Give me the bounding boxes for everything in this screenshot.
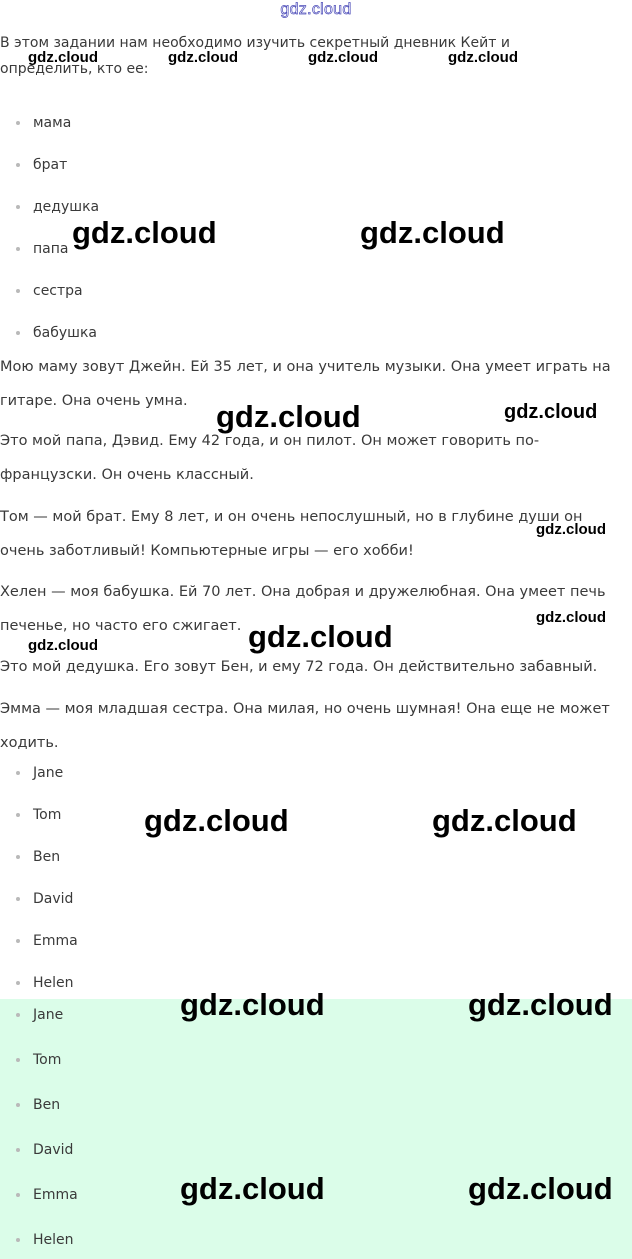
list-item: David: [0, 891, 73, 907]
watermark: gdz.cloud: [308, 49, 378, 66]
watermark: gdz.cloud: [448, 49, 518, 66]
diary-paragraph: Это мой дедушка. Его зовут Бен, и ему 72 года. Он действительно забавный.: [0, 659, 598, 675]
list-item: Tom: [0, 807, 61, 823]
diary-paragraph: Эмма — моя младшая сестра. Она милая, но очень шумная! Она еще не может ходить.: [0, 701, 610, 751]
watermark: gdz.cloud: [504, 401, 598, 423]
list-item: Emma: [0, 1187, 78, 1203]
list-item: Emma: [0, 933, 78, 949]
watermark: gdz.cloud: [536, 609, 606, 626]
watermark: gdz.cloud: [168, 49, 238, 66]
list-item: Ben: [0, 1097, 60, 1113]
list-item: Helen: [0, 975, 74, 991]
list-item: Tom: [0, 1052, 61, 1068]
task-intro: В этом задании нам необходимо изучить секретный дневник Кейт и определить, кто ее:: [0, 35, 510, 77]
watermark: gdz.cloud: [28, 49, 98, 66]
watermark: gdz.cloud: [432, 803, 577, 838]
site-logo[interactable]: gdz.cloud: [280, 1, 352, 18]
diary-paragraph: Мою маму зовут Джейн. Ей 35 лет, и она учитель музыки. Она умеет играть на гитаре. Она очень умна.: [0, 359, 611, 409]
watermark: gdz.cloud: [216, 399, 361, 434]
diary-paragraph: Это мой папа, Дэвид. Ему 42 года, и он пилот. Он может говорить по-французски. Он очень классный.: [0, 433, 540, 483]
list-item: David: [0, 1142, 73, 1158]
list-item: бабушка: [0, 325, 97, 341]
diary-paragraph: Хелен — моя бабушка. Ей 70 лет. Она добрая и дружелюбная. Она умеет печь печенье, но часто его сжигает.: [0, 584, 606, 634]
watermark: gdz.cloud: [180, 1171, 325, 1206]
list-item: дедушка: [0, 199, 99, 215]
watermark: gdz.cloud: [468, 987, 613, 1022]
list-item: Jane: [0, 765, 63, 781]
list-item: Ben: [0, 849, 60, 865]
list-item: Jane: [0, 1007, 63, 1023]
answer-block: [0, 999, 632, 1259]
watermark: gdz.cloud: [28, 637, 98, 654]
diary-paragraph: Том — мой брат. Ему 8 лет, и он очень непослушный, но в глубине души он очень заботливый! Компьютерные игры — его хобби!: [0, 509, 583, 559]
list-item: сестра: [0, 283, 83, 299]
watermark: gdz.cloud: [180, 987, 325, 1022]
list-item: Helen: [0, 1232, 74, 1248]
watermark: gdz.cloud: [248, 619, 393, 654]
watermark: gdz.cloud: [468, 1171, 613, 1206]
list-item: папа: [0, 241, 68, 257]
watermark: gdz.cloud: [72, 215, 217, 250]
watermark: gdz.cloud: [360, 215, 505, 250]
watermark: gdz.cloud: [536, 521, 606, 538]
list-item: брат: [0, 157, 67, 173]
watermark: gdz.cloud: [144, 803, 289, 838]
list-item: мама: [0, 115, 71, 131]
